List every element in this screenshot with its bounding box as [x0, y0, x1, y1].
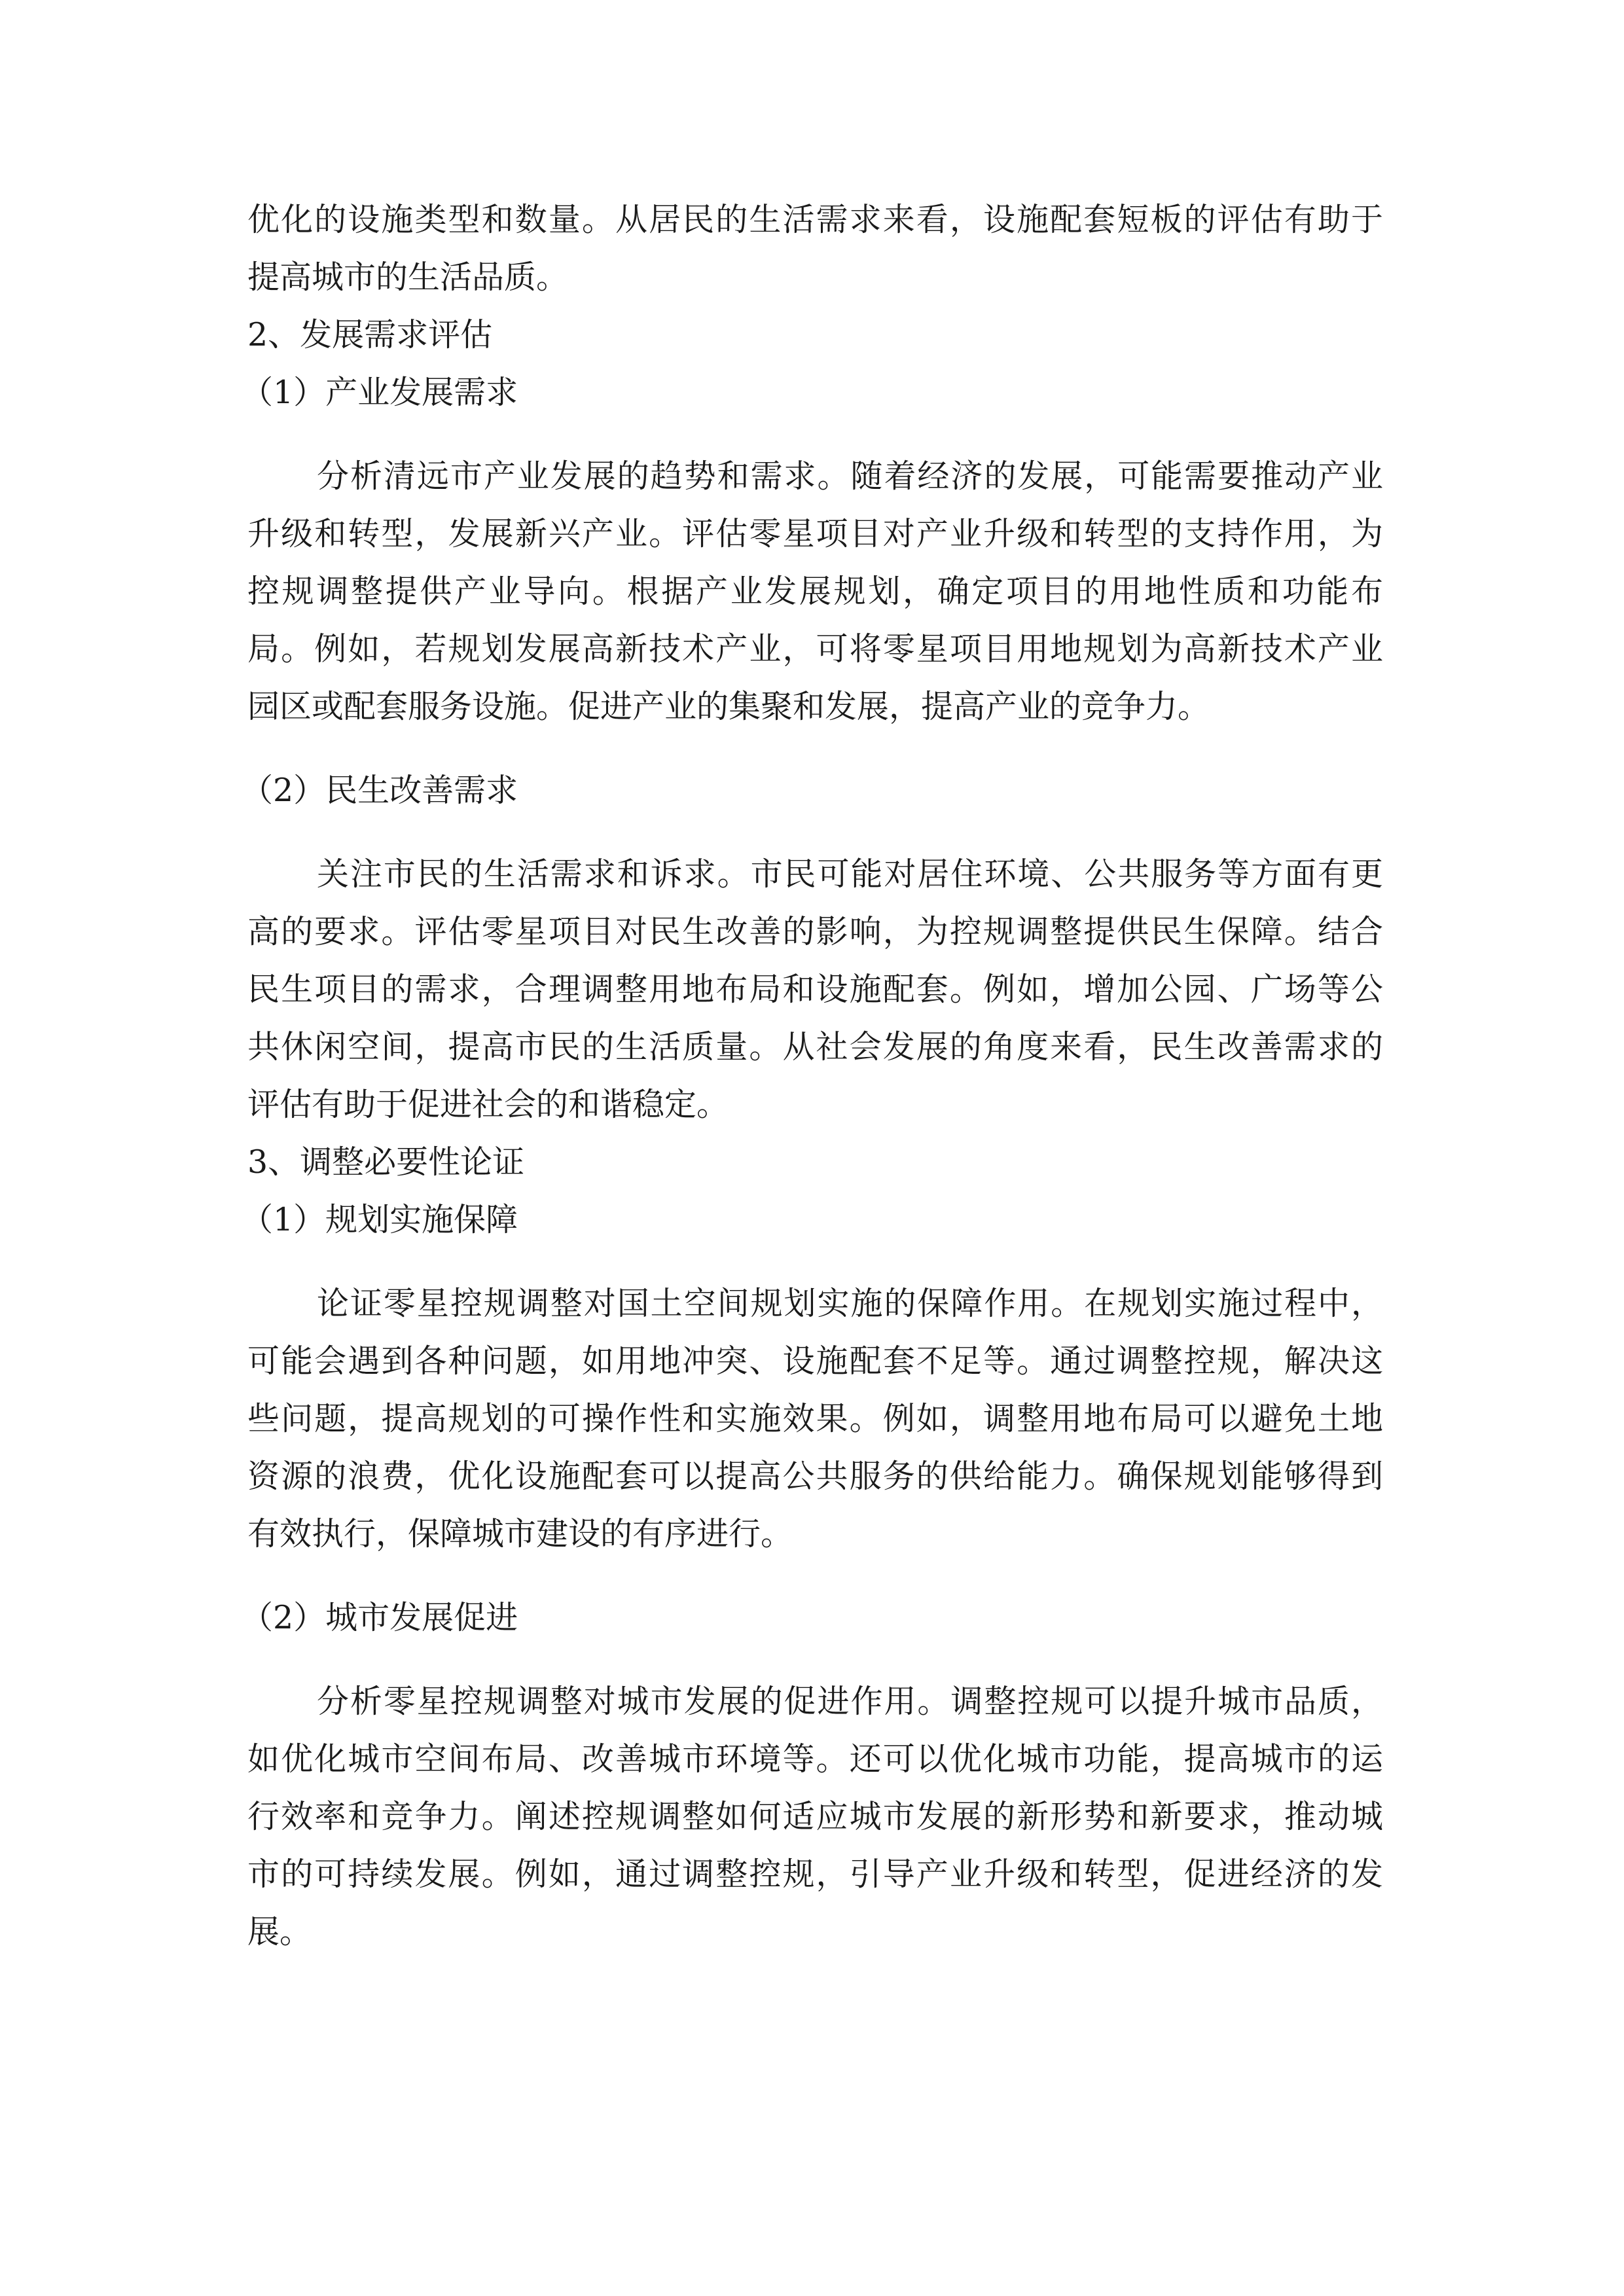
paragraph-line: 共休闲空间，提高市民的生活质量。从社会发展的角度来看，民生改善需求的 — [247, 1028, 1383, 1066]
paragraph-line: 分析清远市产业发展的趋势和需求。随着经济的发展，可能需要推动产业 — [317, 457, 1383, 495]
spacer — [247, 1249, 1383, 1275]
subsection-heading: （2）城市发展促进 — [241, 1599, 518, 1636]
paragraph-line: 有效执行，保障城市建设的有序进行。 — [247, 1515, 793, 1552]
paragraph-line: 园区或配套服务设施。促进产业的集聚和发展，提高产业的竞争力。 — [247, 688, 1210, 725]
paragraph — [247, 1673, 1383, 1961]
paragraph-line: 些问题，提高规划的可操作性和实施效果。例如，调整用地布局可以避免土地 — [247, 1400, 1383, 1437]
paragraph-line: 展。 — [247, 1913, 312, 1950]
paragraph-line: 资源的浪费，优化设施配套可以提高公共服务的供给能力。确保规划能够得到 — [247, 1458, 1383, 1495]
paragraph-line: 行效率和竞争力。阐述控规调整如何适应城市发展的新形势和新要求，推动城 — [247, 1798, 1383, 1835]
paragraph-line: 评估有助于促进社会的和谐稳定。 — [247, 1086, 729, 1123]
document-page — [241, 191, 1383, 1961]
paragraph — [247, 448, 1383, 736]
subsection-heading: （1）产业发展需求 — [241, 374, 518, 411]
section-heading: 2、发展需求评估 — [247, 316, 493, 353]
paragraph-line: 市的可持续发展。例如，通过调整控规，引导产业升级和转型，促进经济的发 — [247, 1856, 1383, 1893]
spacer — [247, 819, 1383, 846]
subsection-heading: （2）民生改善需求 — [241, 772, 518, 809]
paragraph-line: 民生项目的需求，合理调整用地布局和设施配套。例如，增加公园、广场等公 — [247, 971, 1383, 1008]
spacer — [247, 422, 1383, 448]
paragraph-line: 提高城市的生活品质。 — [247, 259, 569, 296]
paragraph-line: 关注市民的生活需求和诉求。市民可能对居住环境、公共服务等方面有更 — [317, 855, 1383, 893]
spacer — [247, 1563, 1383, 1589]
spacer — [247, 1647, 1383, 1673]
paragraph-line: 分析零星控规调整对城市发展的促进作用。调整控规可以提升城市品质， — [317, 1683, 1383, 1720]
spacer — [247, 736, 1383, 762]
paragraph — [247, 846, 1383, 1134]
paragraph-line: 控规调整提供产业导向。根据产业发展规划，确定项目的用地性质和功能布 — [247, 573, 1383, 610]
paragraph-line: 可能会遇到各种问题，如用地冲突、设施配套不足等。通过调整控规，解决这 — [247, 1342, 1383, 1380]
paragraph — [247, 191, 1383, 306]
paragraph-line: 优化的设施类型和数量。从居民的生活需求来看，设施配套短板的评估有助于 — [247, 201, 1383, 238]
paragraph-line: 论证零星控规调整对国土空间规划实施的保障作用。在规划实施过程中， — [317, 1285, 1383, 1322]
paragraph-line: 如优化城市空间布局、改善城市环境等。还可以优化城市功能，提高城市的运 — [247, 1740, 1383, 1778]
subsection-heading: （1）规划实施保障 — [241, 1201, 518, 1238]
paragraph-line: 升级和转型，发展新兴产业。评估零星项目对产业升级和转型的支持作用，为 — [247, 515, 1383, 552]
section-heading: 3、调整必要性论证 — [247, 1143, 525, 1181]
paragraph — [247, 1275, 1383, 1563]
paragraph-line: 局。例如，若规划发展高新技术产业，可将零星项目用地规划为高新技术产业 — [247, 630, 1383, 668]
paragraph-line: 高的要求。评估零星项目对民生改善的影响，为控规调整提供民生保障。结合 — [247, 913, 1383, 950]
